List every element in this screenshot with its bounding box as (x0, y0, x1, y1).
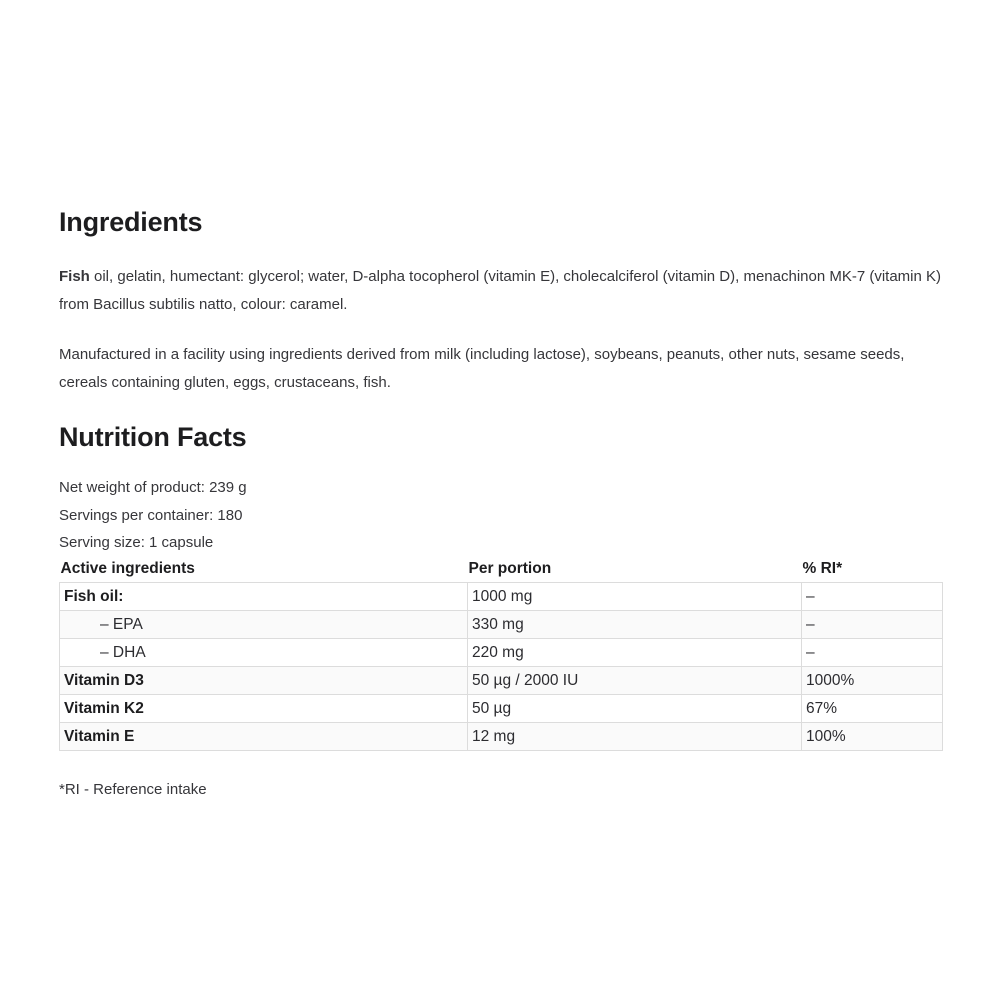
servings-per-container-line: Servings per container: 180 (59, 506, 243, 524)
allergen-paragraph: Manufactured in a facility using ingredients derived from milk (including lactose), soybeans, peanuts, other nuts, sesame seeds, cereals containing gluten, eggs, crustaceans, fish. (59, 346, 905, 391)
ri-cell: 67% (802, 694, 943, 722)
product-info-section (59, 0, 942, 803)
table-row (60, 610, 943, 638)
column-header-active-ingredients: Active ingredients (60, 559, 195, 577)
ingredient-name-cell: Vitamin D3 (60, 666, 468, 694)
ingredient-name-cell: – DHA (60, 638, 468, 666)
ri-cell: – (802, 582, 943, 610)
table-row (60, 638, 943, 666)
column-header-per-portion: Per portion (468, 559, 552, 577)
table-row (60, 582, 943, 610)
per-portion-cell: 1000 mg (468, 582, 802, 610)
ri-cell: 100% (802, 722, 943, 750)
reference-intake-footnote: *RI - Reference intake (59, 780, 207, 798)
table-row (60, 666, 943, 694)
ingredients-heading: Ingredients (59, 207, 203, 237)
serving-size-line: Serving size: 1 capsule (59, 534, 214, 551)
table-row (60, 694, 943, 722)
net-weight-line: Net weight of product: 239 g (59, 479, 247, 496)
per-portion-cell: 330 mg (468, 610, 802, 638)
nutrition-table-header (60, 559, 943, 583)
nutrition-table (59, 559, 943, 751)
column-header-ri: % RI* (802, 559, 843, 577)
ingredients-text: oil, gelatin, humectant: glycerol; water, D-alpha tocopherol (vitamin E), cholecalciferol (vitamin D), menachinon MK-7 (vitamin K) from Bacillus subtilis natto, colour: caramel. (59, 268, 942, 313)
per-portion-cell: 50 µg (468, 694, 802, 722)
ingredients-lead-word: Fish (59, 268, 90, 285)
nutrition-table-body (60, 582, 943, 750)
ingredient-name-cell: Fish oil: (60, 582, 468, 610)
header-row (60, 559, 943, 583)
ri-cell: – (802, 638, 943, 666)
ingredient-name-cell: Vitamin E (60, 722, 468, 750)
per-portion-cell: 220 mg (468, 638, 802, 666)
ri-cell: – (802, 610, 943, 638)
nutrition-facts-heading: Nutrition Facts (59, 422, 247, 452)
table-row (60, 722, 943, 750)
per-portion-cell: 50 µg / 2000 IU (468, 666, 802, 694)
ingredient-name-cell: Vitamin K2 (60, 694, 468, 722)
ingredients-paragraph (59, 263, 942, 318)
per-portion-cell: 12 mg (468, 722, 802, 750)
ri-cell: 1000% (802, 666, 943, 694)
ingredient-name-cell: – EPA (60, 610, 468, 638)
